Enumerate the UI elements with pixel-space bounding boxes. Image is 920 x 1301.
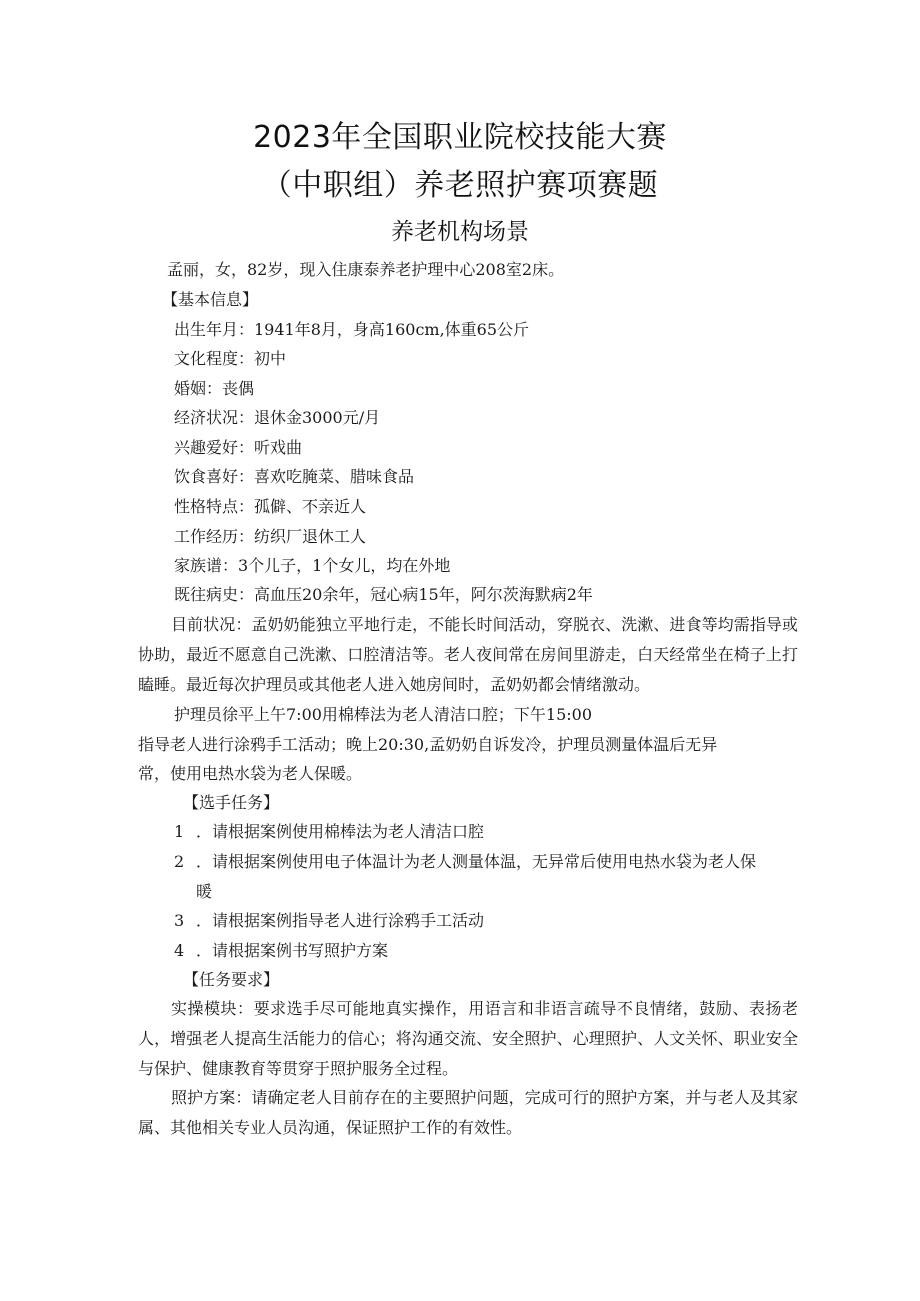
practical-module-paragraph: 实操模块：要求选手尽可能地真实操作，用语言和非语言疏导不良情绪，鼓励、表扬老人，增强老人提高生活能力的信心；将沟通交流、安全照护、心理照护、人文关怀、职业安全与保护、健康教育等贯穿于照护服务全过程。 [138,999,798,1078]
info-diet: 饮食喜好：喜欢吃腌菜、腊味食品 [174,467,415,486]
info-economy: 经济状况：退休金3000元/月 [174,408,381,427]
info-family: 家族谱：3个儿子，1个女儿，均在外地 [174,556,451,575]
task-item [174,847,794,907]
basic-info-heading: 【基本信息】 [162,290,259,309]
info-marriage: 婚姻：丧偶 [174,379,255,398]
current-status-paragraph: 目前状况：孟奶奶能独立平地行走，不能长时间活动，穿脱衣、洗漱、进食等均需指导或协助，最近不愿意自己洗漱、口腔清洁等。老人夜间常在房间里游走，白天经常坐在椅子上打瞌睡。最近每次护理员或其他老人进入她房间时，孟奶奶都会情绪激动。 [138,615,798,694]
info-work: 工作经历：纺织厂退休工人 [174,527,367,546]
info-personality: 性格特点：孤僻、不亲近人 [174,497,367,516]
care-plan-paragraph: 照护方案：请确定老人目前存在的主要照护问题，完成可行的照护方案，并与老人及其家属、其他相关专业人员沟通，保证照护工作的有效性。 [138,1088,798,1137]
document-title-line2: （中职组）养老照护赛项赛题 [261,168,659,203]
info-hobby: 兴趣爱好：听戏曲 [174,438,303,457]
task-text-continuation: 暖 [196,882,213,901]
tasks-heading: 【选手任务】 [183,793,280,812]
task-number: 4 [174,941,185,960]
task-item [174,936,794,966]
task-item [174,817,794,847]
task-item [174,906,794,936]
task-number: 2 [174,852,185,871]
task-text: ．请根据案例书写照护方案 [196,941,389,960]
task-text: ．请根据案例使用电子体温计为老人测量体温，无异常后使用电热水袋为老人保 [196,852,757,871]
info-education: 文化程度：初中 [174,349,287,368]
task-text: ．请根据案例使用棉棒法为老人清洁口腔 [196,822,485,841]
caregiver-line-1: 护理员徐平上午7:00用棉棒法为老人清洁口腔；下午15:00 [174,705,593,724]
requirements-heading: 【任务要求】 [183,970,280,989]
scene-subtitle: 养老机构场景 [391,219,529,245]
task-number: 3 [174,911,185,930]
document-title-line1: 2023年全国职业院校技能大赛 [253,120,667,155]
case-intro: 孟丽，女，82岁，现入住康泰养老护理中心208室2床。 [167,260,565,279]
info-birth: 出生年月：1941年8月，身高160cm,体重65公斤 [174,320,530,339]
task-text: ．请根据案例指导老人进行涂鸦手工活动 [196,911,485,930]
caregiver-line-3: 常，使用电热水袋为老人保暖。 [138,764,363,783]
task-number: 1 [174,822,185,841]
caregiver-line-2: 指导老人进行涂鸦手工活动；晚上20:30,孟奶奶自诉发冷，护理员测量体温后无异 [138,735,718,754]
info-medical-history: 既往病史：高血压20余年，冠心病15年，阿尔茨海默病2年 [174,585,593,604]
